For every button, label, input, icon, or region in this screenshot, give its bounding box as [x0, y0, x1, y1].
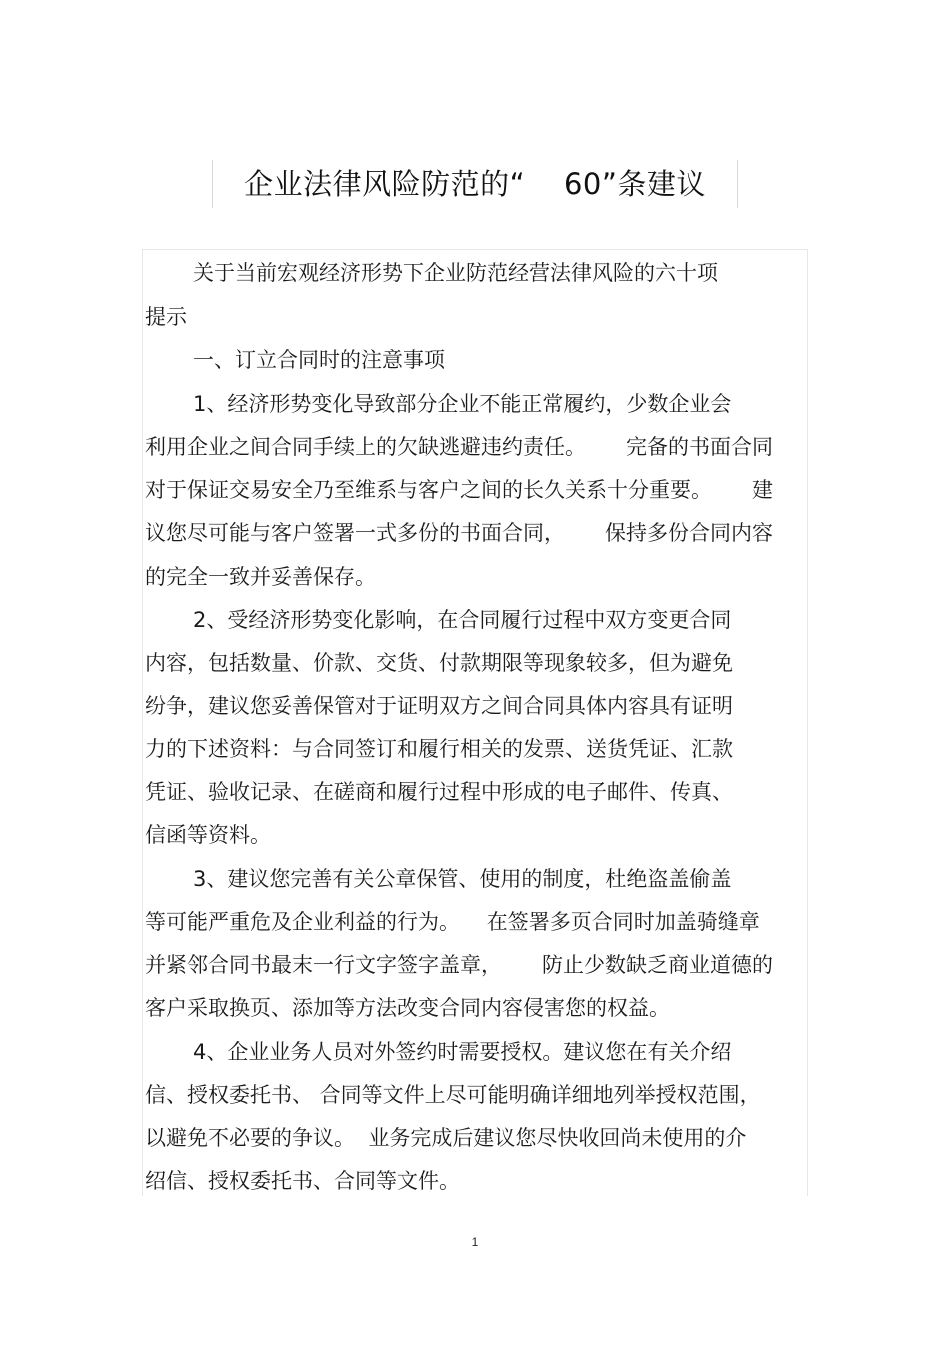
paragraph-line: 力的下述资料：与合同签订和履行相关的发票、送货凭证、汇款 — [145, 737, 733, 761]
paragraph-line: 绍信、授权委托书、合同等文件。 — [145, 1169, 460, 1193]
document-title: 企业法律风险防范的“ 60”条建议 — [244, 167, 706, 201]
paragraph-line: 对于保证交易安全乃至维系与客户之间的长久关系十分重要。 建 — [145, 478, 774, 502]
paragraph-line: 等可能严重危及企业利益的行为。 在签署多页合同时加盖骑缝章 — [145, 910, 760, 934]
paragraph-line: 利用企业之间合同手续上的欠缺逃避违约责任。 完备的书面合同 — [145, 435, 774, 459]
paragraph-line: 提示 — [145, 305, 187, 329]
paragraph-line: 客户采取换页、添加等方法改变合同内容侵害您的权益。 — [145, 996, 670, 1020]
paragraph-line: 信、授权委托书、 合同等文件上尽可能明确详细地列举授权范围， — [145, 1083, 761, 1107]
paragraph-line: 的完全一致并妥善保存。 — [145, 565, 376, 589]
paragraph-line: 信函等资料。 — [145, 823, 271, 847]
paragraph-line: 3、建议您完善有关公章保管、使用的制度，杜绝盗盖偷盖 — [193, 867, 732, 891]
section-heading: 一、订立合同时的注意事项 — [193, 348, 445, 372]
paragraph-line: 凭证、验收记录、在磋商和履行过程中形成的电子邮件、传真、 — [145, 780, 733, 804]
paragraph-line: 2、受经济形势变化影响，在合同履行过程中双方变更合同 — [193, 608, 732, 632]
paragraph-line: 关于当前宏观经济形势下企业防范经营法律风险的六十项 — [193, 261, 718, 285]
paragraph-line: 4、企业业务人员对外签约时需要授权。建议您在有关介绍 — [193, 1040, 732, 1064]
paragraph-line: 议您尽可能与客户签署一式多份的书面合同， 保持多份合同内容 — [145, 521, 774, 545]
page-number: 1 — [471, 1235, 479, 1249]
paragraph-line: 内容，包括数量、价款、交货、付款期限等现象较多，但为避免 — [145, 651, 733, 675]
title-frame — [212, 160, 738, 208]
paragraph-line: 纷争，建议您妥善保管对于证明双方之间合同具体内容具有证明 — [145, 694, 733, 718]
paragraph-line: 1、经济形势变化导致部分企业不能正常履约，少数企业会 — [193, 392, 732, 416]
document-body — [142, 249, 808, 1196]
paragraph-line: 并紧邻合同书最末一行文字签字盖章， 防止少数缺乏商业道德的 — [145, 953, 774, 977]
paragraph-line: 以避免不必要的争议。 业务完成后建议您尽快收回尚未使用的介 — [145, 1126, 747, 1150]
